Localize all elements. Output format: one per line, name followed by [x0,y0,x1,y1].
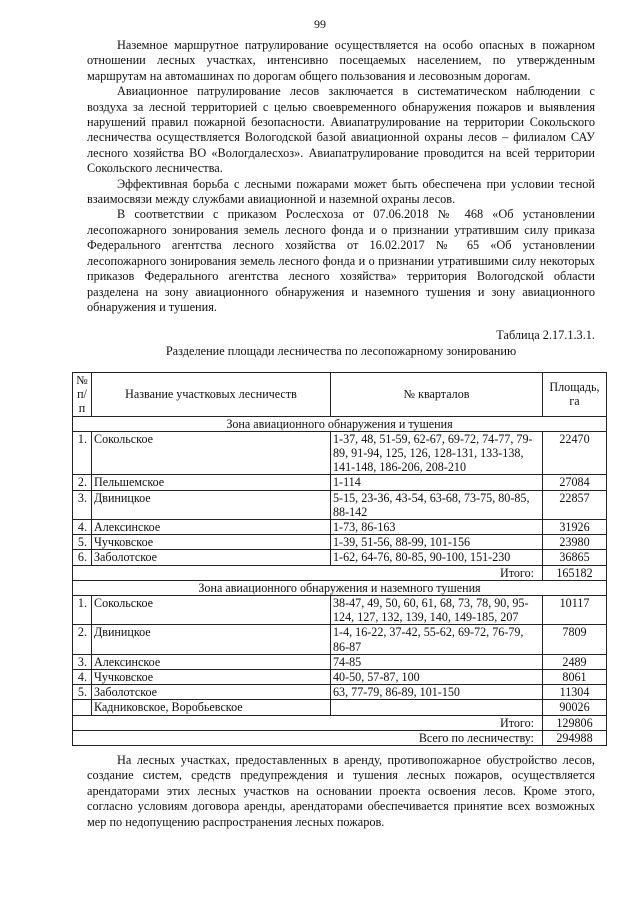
cell-name: Сокольское [92,596,331,625]
paragraph: Авиационное патрулирование лесов заключается в систематическом наблюдении с воздуха за лесной территорией с целью своевременного обнаружения пожаров и выявления нарушений правил пожарной безопасности. Авиапатрулирование на территории Сокольского лесничества осуществляется Вологодской базой авиационной охраны лесов – филиалом САУ лесного хозяйства ВО «Вологдалесхоз». Авиапатрулирование проводится на всей территории Сокольского лесничества. [87,84,595,176]
cell-no: 3. [73,490,92,519]
cell-no: 5. [73,535,92,550]
cell-quarters: 1-73, 86-163 [331,520,543,535]
table-row [73,520,607,535]
cell-area: 8061 [543,670,607,685]
cell-quarters: 5-15, 23-36, 43-54, 63-68, 73-75, 80-85, 88-142 [331,490,543,519]
table-row [73,490,607,519]
cell-name: Алексинское [92,654,331,669]
cell-area: 27084 [543,475,607,490]
cell-area: 10117 [543,596,607,625]
cell-no: 4. [73,520,92,535]
cell-quarters: 63, 77-79, 86-89, 101-150 [331,685,543,700]
subtotal-row [73,565,607,580]
zoning-table [72,372,607,746]
paragraph: В соответствии с приказом Рослесхоза от 07.06.2018 № 468 «Об установлении лесопожарного зонирования земель лесного фонда и о признании утратившим силу приказа Федерального агентства лесного хозяйства от 16.02.2017 № 65 «Об установлении лесопожарного зонирования земель лесного фонда и о признании утратившими силу некоторых приказов Федерального агентства лесного хозяйства» территория Вологодской области разделена на зону авиационного обнаружения и наземного тушения и зону авиационного обнаружения и тушения. [87,207,595,314]
cell-no: 1. [73,431,92,475]
cell-name: Алексинское [92,520,331,535]
cell-name: Двиницкое [92,490,331,519]
zone-heading-row [73,416,607,431]
cell-name: Чучковское [92,535,331,550]
subtotal-label: Итого: [73,715,543,730]
cell-quarters [331,700,543,715]
table-row [73,670,607,685]
cell-name: Сокольское [92,431,331,475]
cell-quarters: 38-47, 49, 50, 60, 61, 68, 73, 78, 90, 95- 124, 127, 132, 139, 140, 149-185, 207 [331,596,543,625]
cell-area: 90026 [543,700,607,715]
table-row [73,431,607,475]
cell-area: 11304 [543,685,607,700]
body-text [87,38,595,315]
cell-no: 5. [73,685,92,700]
cell-quarters: 74-85 [331,654,543,669]
closing-text [87,753,595,830]
table-title: Разделение площади лесничества по лесопожарному зонированию [165,344,517,358]
page-number: 99 [314,17,326,31]
table-row [73,625,607,654]
zone-title: Зона авиационного обнаружения и наземного тушения [73,580,607,595]
cell-no: 6. [73,550,92,565]
cell-name: Пельшемское [92,475,331,490]
table-header-row [73,373,607,417]
cell-area: 7809 [543,625,607,654]
cell-no: 2. [73,625,92,654]
paragraph: На лесных участках, предоставленных в аренду, противопожарное обустройство лесов, создание систем, средств предупреждения и тушения лесных пожаров, осуществляется арендаторами этих лесных участков на основании проекта освоения лесов. Кроме этого, согласно условиям договора аренды, арендаторами обеспечивается принятие всех возможных мер по недопущению распространения лесных пожаров. [87,753,595,829]
cell-quarters: 1-39, 51-56, 88-99, 101-156 [331,535,543,550]
paragraph: Эффективная борьба с лесными пожарами может быть обеспечена при условии тесной взаимосвязи между службами авиационной и наземной охраны лесов. [87,176,595,207]
cell-name: Двиницкое [92,625,331,654]
subtotal-label: Итого: [73,565,543,580]
table-row [73,596,607,625]
cell-area: 2489 [543,654,607,669]
cell-no: 2. [73,475,92,490]
table-row [73,654,607,669]
table-number: Таблица 2.17.1.3.1. [496,328,595,342]
cell-quarters: 1-37, 48, 51-59, 62-67, 69-72, 74-77, 79-89, 91-94, 125, 126, 128-131, 133-138, 141-148, 186-206, 208-210 [331,431,543,475]
cell-name: Заболотское [92,550,331,565]
cell-no: 3. [73,654,92,669]
table-row [73,700,607,715]
header-no: № п/п [73,373,92,417]
cell-name: Заболотское [92,685,331,700]
cell-area: 22857 [543,490,607,519]
cell-no [73,700,92,715]
cell-no: 1. [73,596,92,625]
grand-total-row [73,730,607,745]
cell-quarters: 40-50, 57-87, 100 [331,670,543,685]
cell-area: 23980 [543,535,607,550]
cell-name: Чучковское [92,670,331,685]
grand-total-value: 294988 [543,730,607,745]
zone-title: Зона авиационного обнаружения и тушения [73,416,607,431]
paragraph: Наземное маршрутное патрулирование осуществляется на особо опасных в пожарном отношении лесных участках, интенсивно посещаемых населением, по утвержденным маршрутам на автомашинах по дорогам общего пользования и лесовозным дорогам. [87,38,595,83]
subtotal-value: 129806 [543,715,607,730]
table-row [73,685,607,700]
header-quarters: № кварталов [331,373,543,417]
cell-area: 36865 [543,550,607,565]
subtotal-value: 165182 [543,565,607,580]
zone-heading-row [73,580,607,595]
table-row [73,535,607,550]
cell-quarters: 1-114 [331,475,543,490]
header-area: Площадь, га [543,373,607,417]
cell-name: Кадниковское, Воробьевское [92,700,331,715]
grand-total-label: Всего по лесничеству: [73,730,543,745]
header-name: Название участковых лесничеств [92,373,331,417]
subtotal-row [73,715,607,730]
table-row [73,550,607,565]
cell-no: 4. [73,670,92,685]
cell-quarters: 1-62, 64-76, 80-85, 90-100, 151-230 [331,550,543,565]
cell-area: 22470 [543,431,607,475]
table-row [73,475,607,490]
cell-quarters: 1-4, 16-22, 37-42, 55-62, 69-72, 76-79, 86-87 [331,625,543,654]
cell-area: 31926 [543,520,607,535]
